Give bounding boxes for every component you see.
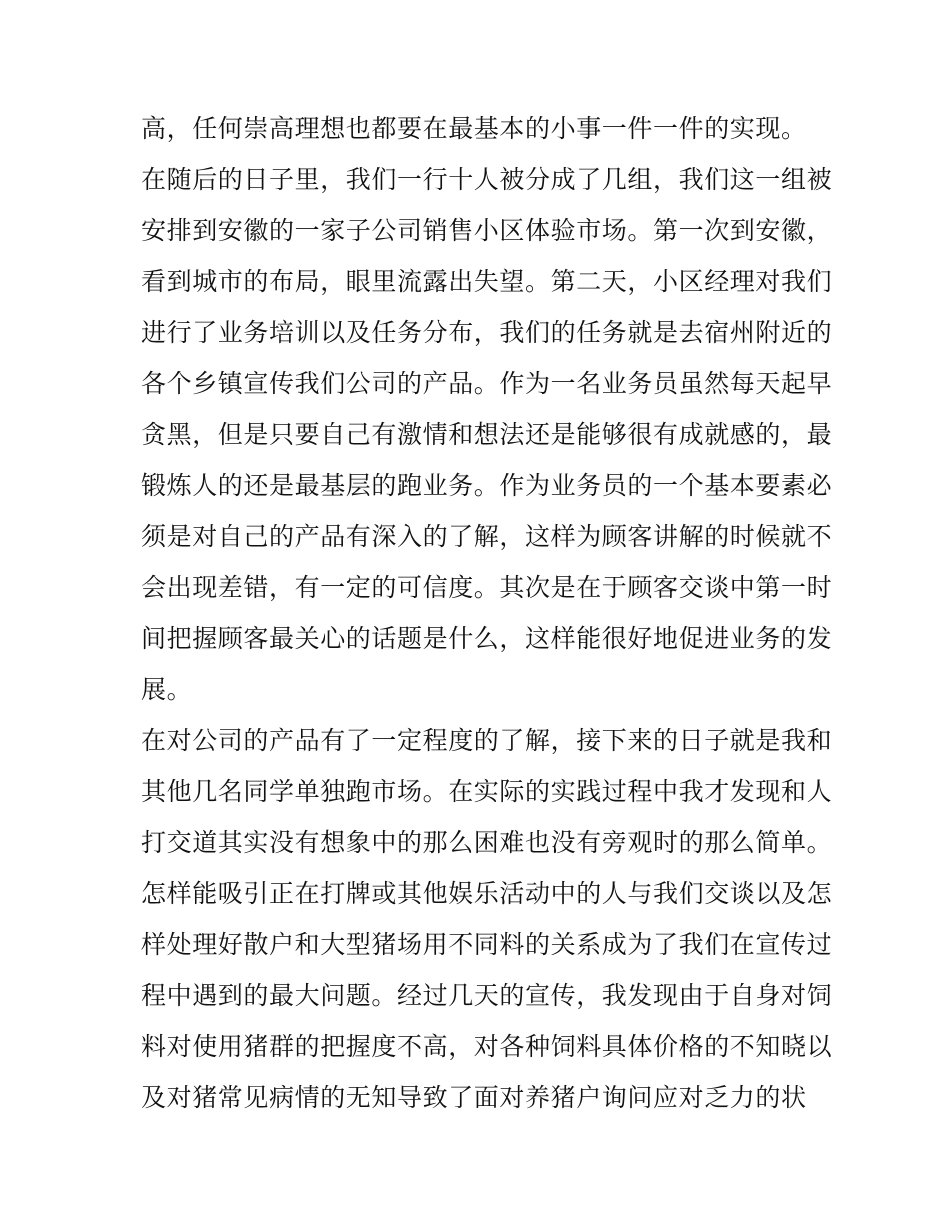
text-line: 料对使用猪群的把握度不高，对各种饲料具体价格的不知晓以 [141, 1032, 833, 1061]
text-line: 锻炼人的还是最基层的跑业务。作为业务员的一个基本要素必 [141, 471, 833, 500]
text-line: 程中遇到的最大问题。经过几天的宣传，我发现由于自身对饲 [141, 981, 833, 1010]
text-line: 会出现差错，有一定的可信度。其次是在于顾客交谈中第一时 [141, 573, 833, 602]
text-line: 在随后的日子里，我们一行十人被分成了几组，我们这一组被 [141, 165, 833, 194]
text-line: 须是对自己的产品有深入的了解，这样为顾客讲解的时候就不 [141, 522, 833, 551]
text-line: 间把握顾客最关心的话题是什么，这样能很好地促进业务的发 [141, 624, 833, 653]
text-line: 怎样能吸引正在打牌或其他娱乐活动中的人与我们交谈以及怎 [141, 879, 833, 908]
text-line: 安排到安徽的一家子公司销售小区体验市场。第一次到安徽， [141, 216, 833, 245]
text-line: 看到城市的布局，眼里流露出失望。第二天，小区经理对我们 [141, 267, 833, 296]
text-line: 进行了业务培训以及任务分布，我们的任务就是去宿州附近的 [141, 318, 833, 347]
text-line: 其他几名同学单独跑市场。在实际的实践过程中我才发现和人 [141, 777, 833, 806]
text-line: 高，任何崇高理想也都要在最基本的小事一件一件的实现。 [141, 114, 807, 143]
text-line: 展。 [141, 675, 193, 704]
text-line: 各个乡镇宣传我们公司的产品。作为一名业务员虽然每天起早 [141, 369, 833, 398]
text-line: 在对公司的产品有了一定程度的了解，接下来的日子就是我和 [141, 726, 833, 755]
text-line: 样处理好散户和大型猪场用不同料的关系成为了我们在宣传过 [141, 930, 833, 959]
text-line: 及对猪常见病情的无知导致了面对养猪户询问应对乏力的状 [141, 1083, 807, 1112]
text-line: 贪黑，但是只要自己有激情和想法还是能够很有成就感的，最 [141, 420, 833, 449]
text-line: 打交道其实没有想象中的那么困难也没有旁观时的那么简单。 [141, 828, 833, 857]
